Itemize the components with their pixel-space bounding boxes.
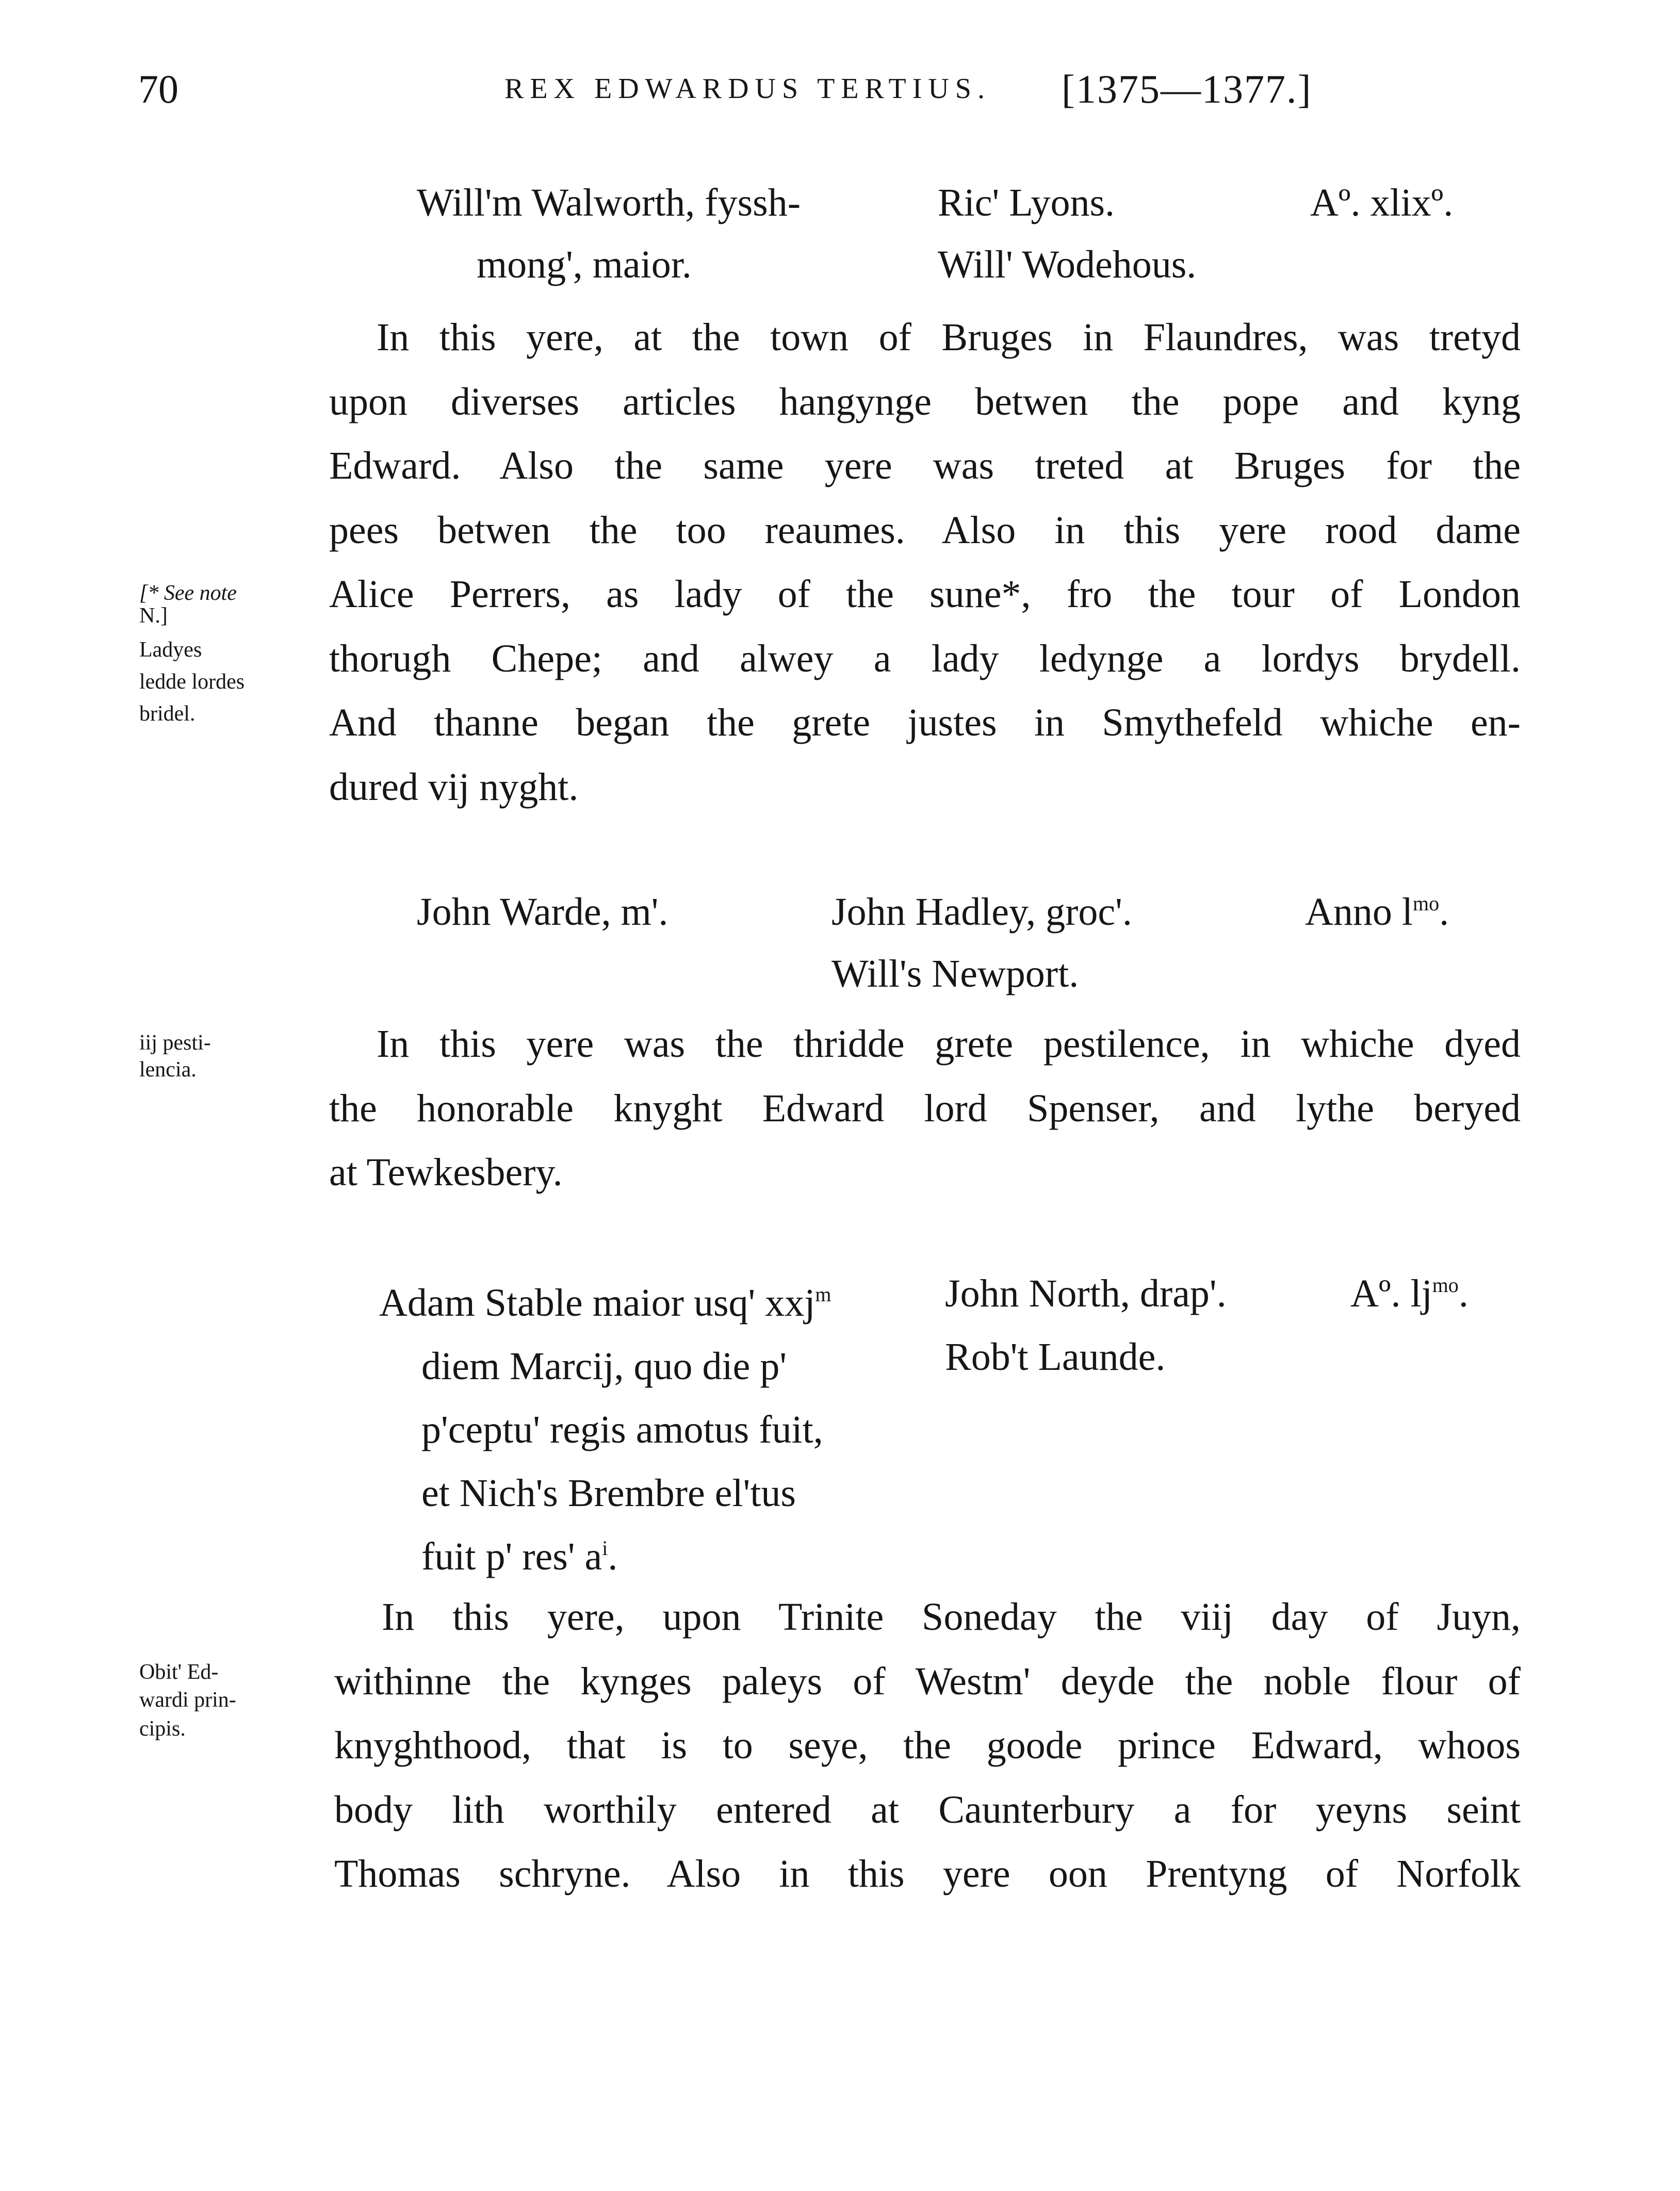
margin-note-pestilencia-2: lencia. — [139, 1058, 197, 1082]
margin-note-ladyes-1: Ladyes — [139, 638, 202, 662]
text-line: In this yere, upon Trinite Soneday the viij day of Juyn, — [382, 1595, 1521, 1639]
margin-note-ladyes-3: bridel. — [139, 702, 195, 726]
regnal-year-l — [1305, 890, 1449, 935]
page-number: 70 — [138, 67, 178, 111]
margin-note-see-note-n: N.] — [139, 604, 168, 628]
sheriff-lyons: Ric' Lyons. — [938, 181, 1115, 224]
year-end: . — [1458, 1272, 1469, 1315]
text-line: Edward. Also the same yere was treted at Bruges for the — [329, 444, 1521, 487]
text-line: dured vij nyght. — [329, 765, 579, 809]
text-line: the honorable knyght Edward lord Spenser, and lythe beryed — [329, 1086, 1521, 1130]
margin-note-see-note — [139, 582, 237, 604]
regnal-year-xlix: Aº. xlixº. — [1310, 181, 1454, 224]
text-line: In this yere, at the town of Bruges in Flaundres, was tretyd — [377, 316, 1521, 359]
text-line: body lith worthily entered at Caunterbury a for yeyns seint — [334, 1788, 1521, 1832]
running-years: [1375—1377.] — [1062, 67, 1312, 111]
year-text: Aº. lj — [1350, 1272, 1432, 1315]
text-fragment: Adam Stable maior usq' xxj — [379, 1281, 815, 1325]
note-text: [* See note — [139, 581, 237, 605]
superscript: m — [815, 1283, 831, 1306]
margin-note-pestilencia-1: iij pesti- — [139, 1031, 211, 1055]
mayor-walworth-line2: mong', maior. — [477, 243, 692, 286]
margin-note-obit-2: wardi prin- — [139, 1688, 236, 1712]
sheriff-wodehous: Will' Wodehous. — [938, 243, 1197, 286]
margin-note-obit-1: Obit' Ed- — [139, 1660, 219, 1684]
year-superscript: mo — [1413, 892, 1440, 915]
margin-note-obit-3: cipis. — [139, 1717, 186, 1741]
mayor-warde: John Warde, m'. — [417, 890, 668, 934]
paragraph-bruges — [329, 305, 1521, 819]
text-fragment: . — [608, 1535, 618, 1578]
text-line: pees betwen the too reaumes. Also in this yere rood dame — [329, 508, 1521, 552]
sheriff-hadley: John Hadley, groc'. — [831, 890, 1132, 934]
superscript: i — [602, 1536, 608, 1560]
year-end: . — [1439, 890, 1449, 934]
text-line: thorugh Chepe; and alwey a lady ledynge a lordys brydell. — [329, 636, 1521, 680]
margin-note-ladyes-2: ledde lordes — [139, 670, 245, 694]
sheriff-north: John North, drap'. — [945, 1272, 1227, 1315]
sheriff-launde: Rob't Launde. — [945, 1335, 1166, 1379]
paragraph-prince-edward — [334, 1585, 1521, 1906]
text-line: withinne the kynges paleys of Westm' deyde the noble flour of — [334, 1659, 1521, 1703]
text-line: upon diverses articles hangynge betwen the pope and kyng — [329, 380, 1521, 423]
text-line: In this yere was the thridde grete pestilence, in whiche dyed — [377, 1022, 1521, 1066]
text-line: et Nich's Brembre el'tus — [421, 1471, 796, 1515]
text-line: knyghthood, that is to seye, the goode prince Edward, whoos — [334, 1724, 1521, 1767]
text-line — [379, 1271, 831, 1335]
text-line: Thomas schryne. Also in this yere oon Prentyng of Norfolk — [334, 1852, 1521, 1895]
text-line: And thanne began the grete justes in Smythefeld whiche en- — [329, 701, 1521, 744]
year-text: Anno l — [1305, 890, 1413, 934]
year-superscript: mo — [1432, 1273, 1459, 1297]
text-line: p'ceptu' regis amotus fuit, — [421, 1408, 823, 1451]
running-title: REX EDWARDUS TERTIUS. — [504, 73, 991, 105]
text-line: Alice Perrers, as lady of the sune*, fro the tour of London — [329, 573, 1521, 616]
mayor-walworth-line1: Will'm Walworth, fyssh- — [417, 181, 801, 224]
paragraph-pestilence — [329, 1012, 1521, 1205]
sheriff-newport: Will's Newport. — [831, 952, 1079, 995]
mayor-stable-latin-note — [379, 1271, 831, 1589]
text-line: at Tewkesbery. — [329, 1151, 563, 1194]
regnal-year-lj — [1350, 1271, 1469, 1316]
text-line — [379, 1525, 831, 1589]
text-line: diem Marcij, quo die p' — [421, 1345, 787, 1388]
text-fragment: fuit p' res' a — [421, 1535, 602, 1578]
